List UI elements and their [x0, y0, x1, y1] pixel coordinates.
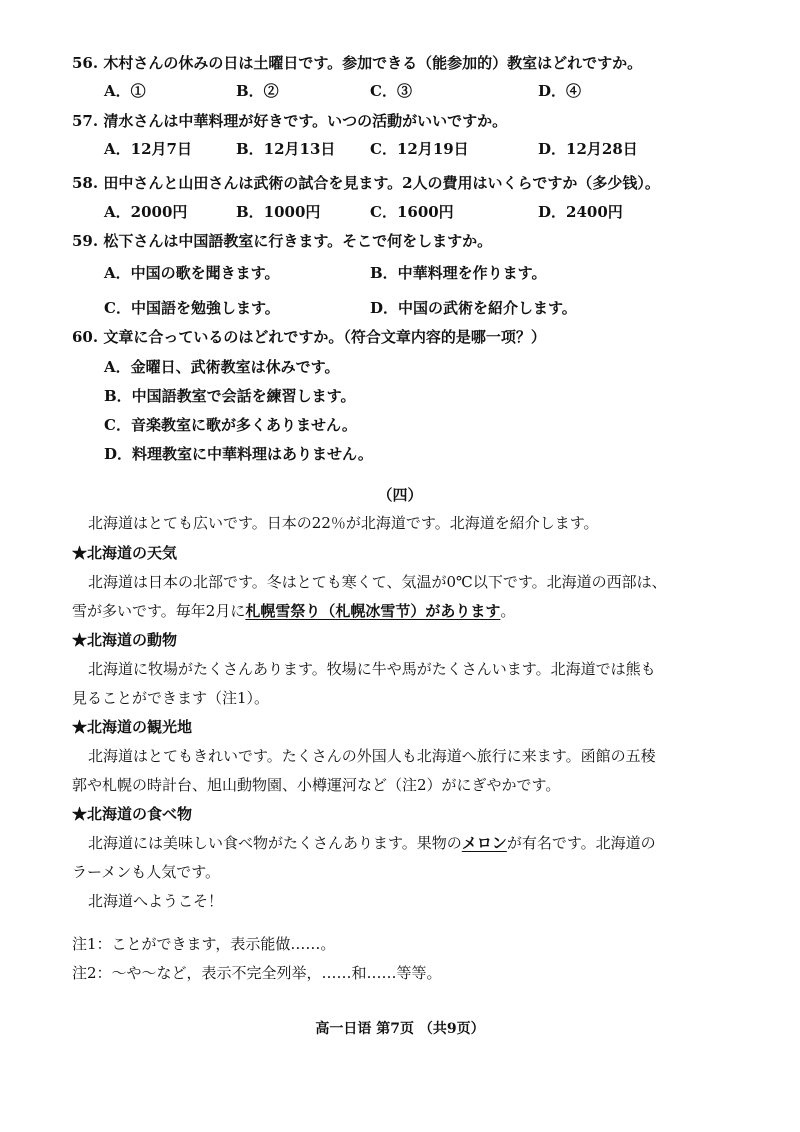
q60-option-c: C．音楽教室に歌が多くありません。 [104, 416, 357, 434]
sights-heading: ★北海道の観光地 [72, 718, 193, 736]
animals-line-1: 北海道に牧場がたくさんあります。牧場に牛や馬がたくさんいます。北海道では熊も [88, 660, 656, 678]
question-58: 58. 田中さんと山田さんは武術の試合を見ます。2人の費用はいくらですか（多少钱）。 [72, 174, 660, 192]
note-2: 注2：～や～など，表示不完全列举，……和……等等。 [72, 964, 442, 982]
q56-option-c: C．③ [370, 82, 412, 100]
question-59: 59. 松下さんは中国語教室に行きます。そこで何をしますか。 [72, 232, 493, 250]
q57-option-d: D．12月28日 [538, 140, 638, 158]
q59-option-a: A．中国の歌を聞きます。 [104, 264, 280, 282]
q58-option-a: A．2000円 [104, 203, 188, 221]
question-57: 57. 清水さんは中華料理が好きです。いつの活動がいいですか。 [72, 112, 508, 130]
food-line-1-end: が有名です。北海道の [506, 834, 656, 852]
sights-line-2: 郭や札幌の時計台、旭山動物園、小樽運河など（注2）がにぎやかです。 [72, 776, 561, 794]
food-line-2: ラーメンも人気です。 [72, 863, 221, 881]
q58-option-c: C．1600円 [370, 203, 454, 221]
weather-line-1: 北海道は日本の北部です。冬はとても寒くて、気温が0℃以下です。北海道の西部は、 [88, 573, 667, 591]
q56-option-b: B．② [236, 82, 279, 100]
q59-option-c: C．中国語を勉強します。 [104, 299, 280, 317]
melon-underlined: メロン [461, 834, 507, 852]
sights-line-1: 北海道はとてもきれいです。たくさんの外国人も北海道へ旅行に来ます。函館の五稜 [88, 747, 656, 765]
q59-option-d: D．中国の武術を紹介します。 [370, 299, 577, 317]
weather-heading: ★北海道の天気 [72, 544, 178, 562]
q57-option-c: C．12月19日 [370, 140, 469, 158]
weather-line-2 [72, 600, 515, 622]
weather-line-2-end: 。 [500, 602, 516, 620]
note-1: 注1：ことができます，表示能做……。 [72, 935, 336, 953]
food-heading: ★北海道の食べ物 [72, 805, 193, 823]
section-title: （四） [377, 486, 423, 504]
q60-option-d: D．料理教室に中華料理はありません。 [104, 445, 373, 463]
q58-option-d: D．2400円 [538, 203, 623, 221]
q60-option-a: A．金曜日、武術教室は休みです。 [104, 358, 340, 376]
animals-heading: ★北海道の動物 [72, 631, 178, 649]
q57-option-a: A．12月7日 [104, 140, 192, 158]
food-line-1 [88, 832, 656, 854]
food-line-1-start: 北海道には美味しい食べ物がたくさんあります。果物の [88, 834, 462, 852]
page-footer: 高一日语 第7页 （共9页） [315, 1021, 485, 1037]
q57-option-b: B．12月13日 [236, 140, 336, 158]
sapporo-snow-festival-underlined: 札幌雪祭り（札幌冰雪节）があります [245, 602, 501, 620]
weather-line-2-start: 雪が多いです。毎年2月に [72, 602, 246, 620]
section-intro: 北海道はとても広いです。日本の22％が北海道です。北海道を紹介します。 [88, 514, 599, 532]
animals-line-2: 見ることができます（注1）。 [72, 689, 270, 707]
question-60: 60. 文章に合っているのはどれですか。（符合文章内容的是哪一项？） [72, 328, 546, 346]
q60-option-b: B．中国語教室で会話を練習します。 [104, 387, 356, 405]
question-56: 56. 木村さんの休みの日は土曜日です。参加できる（能参加的）教室はどれですか。 [72, 54, 643, 72]
welcome-line: 北海道へようこそ！ [88, 892, 224, 910]
q56-option-a: A．① [104, 82, 146, 100]
q56-option-d: D．④ [538, 82, 582, 100]
q59-option-b: B．中華料理を作ります。 [370, 264, 547, 282]
q58-option-b: B．1000円 [236, 203, 321, 221]
